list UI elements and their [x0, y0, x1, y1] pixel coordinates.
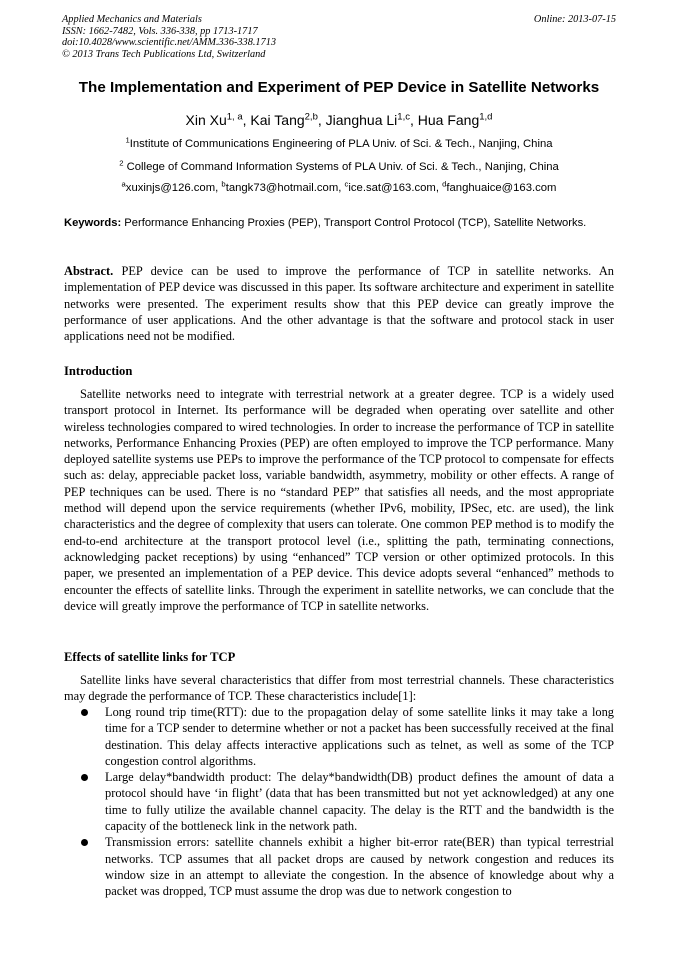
- list-item: [64, 834, 614, 899]
- abstract: [64, 263, 614, 344]
- journal-header: [62, 14, 616, 60]
- email-text: tangk73@hotmail.com,: [225, 182, 345, 194]
- author-name: Xin Xu: [185, 112, 227, 128]
- characteristics-list: [64, 704, 614, 900]
- email-sup: c: [344, 179, 349, 189]
- affiliation-text: College of Command Information Systems of PLA Univ. of Sci. & Tech., Nanjing, China: [123, 161, 559, 173]
- section-heading-effects: Effects of satellite links for TCP: [64, 650, 236, 664]
- author-sup: 2,b: [304, 111, 318, 123]
- keywords: [64, 216, 614, 231]
- email-text: xuxinjs@126.com,: [125, 182, 222, 194]
- paragraph-text: Satellite networks need to integrate with terrestrial network at a greater degree. TCP is a widely used transport protocol in Internet. Its performance will be degraded when operating over satellite and other wireless technologies compared to wired technologies. In order to increase the performance of TCP in satellite networks, Performance Enhancing Proxies (PEP) are often employed to improve the TCP performance. Many deployed satellite systems use PEPs to improve the performance of the TCP protocol to compensate for effects such as: delay, appreciable packet loss, variable bandwidth, asymmetry, mobility or other effects. A range of PEP techniques can be used. There is no “standard PEP” that satisfies all needs, and the most appropriate method will depend upon the service requirements (whether IPv6, mobility, IPSec, etc. are used), the link characteristics and the degree of complexity that users can tolerate. One common PEP method is to modify the end-to-end architecture at the transport protocol level (i.e., splitting the path, terminating connections, acknowledging packet receptions) by using “enhanced” TCP version or other optimized protocols. In this paper, we presented an implementation of a PEP device. This device adopts several “enhanced” methods to encounter the effects of satellite links. Through the experiment in satellite networks, we can conclude that the device will greatly improve the performance of TCP in satellite networks.: [64, 387, 614, 613]
- author-name: Kai Tang: [250, 112, 305, 128]
- bullet-icon: [81, 774, 88, 781]
- email-text: ice.sat@163.com,: [348, 182, 443, 194]
- email-text: fanghuaice@163.com: [446, 182, 557, 194]
- affiliation-sup: 1: [125, 135, 130, 145]
- author-list: Xin Xu$^{1, a}$, Kai Tang$^{2,b}$, Jianghua Li$^{1,c}$, Hua Fang$^{1,d}$: [185, 111, 493, 128]
- list-item-text: Long round trip time(RTT): due to the propagation delay of some satellite links it may take a long time for a TCP sender to determine whether or not a packet has been successfully received at the final destination. This delay affects interactive applications such as telnet, as well as some of the TCP congestion control algorithms.: [105, 705, 614, 768]
- email-sup: a: [121, 179, 126, 189]
- affiliation-text: Institute of Communications Engineering of PLA Univ. of Sci. & Tech., Nanjing, China: [129, 138, 553, 150]
- keywords-text: Performance Enhancing Proxies (PEP), Transport Control Protocol (TCP), Satellite Networks.: [121, 217, 587, 229]
- affiliation-2: [0, 158, 678, 173]
- introduction-paragraph: [64, 386, 614, 614]
- doi-line: doi:10.4028/www.scientific.net/AMM.336-338.1713: [62, 37, 277, 49]
- online-date: Online: 2013-07-15: [533, 14, 616, 25]
- author-name: Jianghua Li: [325, 112, 398, 128]
- email-line: [0, 179, 678, 194]
- email-sup: d: [442, 179, 447, 189]
- bullet-icon: [81, 709, 88, 716]
- paragraph-text: Satellite links have several characteristics that differ from most terrestrial channels. These characteristics may degrade the performance of TCP. These characteristics include[1]:: [64, 673, 614, 704]
- author-name: Hua Fang: [417, 112, 480, 128]
- affiliation-sup: 2: [119, 158, 124, 168]
- section-heading-introduction: Introduction: [64, 364, 133, 378]
- effects-paragraph: [64, 672, 614, 705]
- issn-line: ISSN: 1662-7482, Vols. 336-338, pp 1713-1717: [62, 25, 258, 37]
- paper-title: The Implementation and Experiment of PEP Device in Satellite Networks: [78, 79, 600, 96]
- list-item: [64, 704, 614, 769]
- list-item: [64, 769, 614, 834]
- list-item-text: Transmission errors: satellite channels exhibit a higher bit-error rate(BER) than typical terrestrial networks. TCP assumes that all packet drops are caused by network congestion and reduces its window size in an attempt to alleviate the congestion. In the absence of knowledge about why a packet was dropped, TCP must assume the drop was due to network congestion to: [105, 835, 614, 899]
- copyright-line: © 2013 Trans Tech Publications Ltd, Switzerland: [62, 48, 266, 60]
- author-sup: 1,d: [479, 111, 493, 123]
- author-sup: 1,c: [397, 111, 410, 123]
- journal-name: Applied Mechanics and Materials: [62, 14, 202, 25]
- abstract-label: Abstract.: [64, 264, 114, 278]
- abstract-text: PEP device can be used to improve the performance of TCP in satellite networks. An implementation of PEP device was discussed in this paper. Its software architecture and experiment in satellite networks were presented. The experiment results show that this PEP device can greatly improve the performance of user applications. And the other advantage is that the software and protocol stack in user applications need not be modified.: [64, 264, 614, 344]
- affiliation-1: [0, 135, 678, 150]
- author-sup: 1, a: [226, 111, 243, 123]
- email-sup: b: [221, 179, 226, 189]
- bullet-icon: [81, 839, 88, 846]
- keywords-label: Keywords:: [64, 217, 122, 229]
- list-item-text: Large delay*bandwidth product: The delay*bandwidth(DB) product defines the amount of data a protocol should have ‘in flight’ (data that has been transmitted but not yet acknowledged) at any one time to fully utilize the available channel capacity. The delay is the RTT and the bandwidth is the capacity of the bottleneck link in the network path.: [105, 770, 614, 834]
